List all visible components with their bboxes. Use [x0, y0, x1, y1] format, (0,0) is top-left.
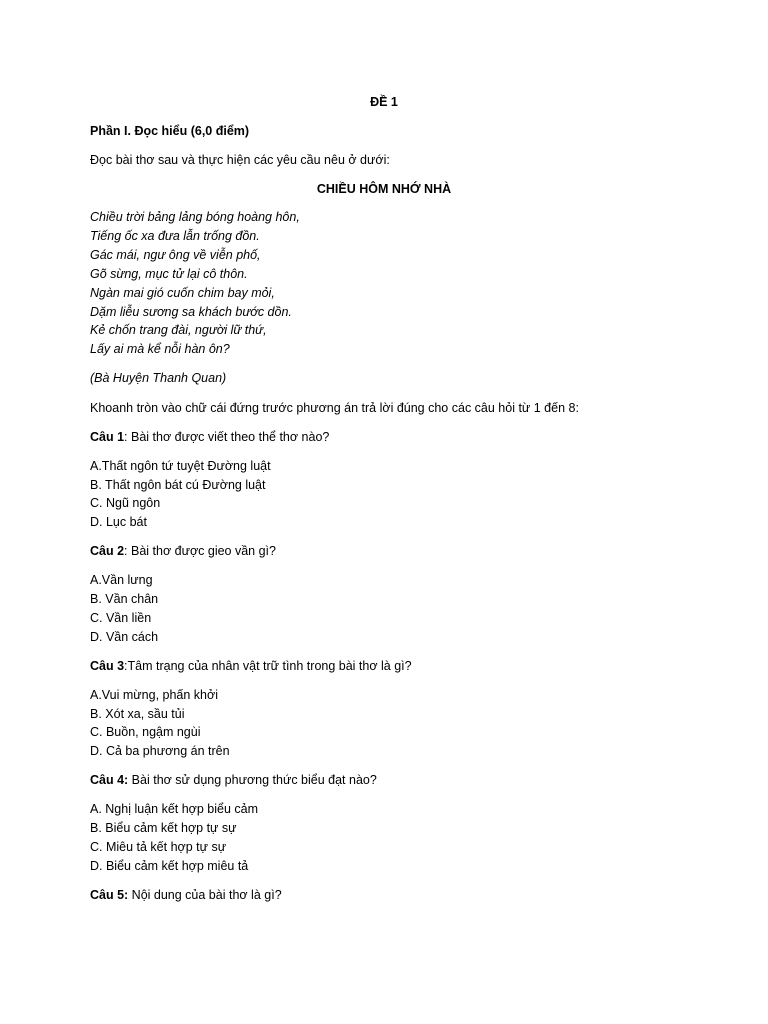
answer-option: C. Vần liền: [90, 611, 152, 625]
poem-line: Gõ sừng, mục tử lại cô thôn.: [90, 267, 248, 281]
answer-option: C. Miêu tả kết hợp tự sự: [90, 840, 227, 854]
question: [90, 659, 412, 673]
question-text: : Bài thơ được viết theo thể thơ nào?: [124, 430, 330, 444]
poem-line: Gác mái, ngư ông về viễn phố,: [90, 248, 261, 262]
question-text: : Bài thơ được gieo vần gì?: [124, 544, 276, 558]
question-label: Câu 2: [90, 544, 125, 558]
poem-line: Tiếng ốc xa đưa lẫn trống đồn.: [90, 229, 260, 243]
answer-option: D. Cả ba phương án trên: [90, 744, 230, 758]
question-label: Câu 1: [90, 430, 125, 444]
answer-option: B. Thất ngôn bát cú Đường luật: [90, 478, 266, 492]
answer-option: B. Vần chân: [90, 592, 159, 606]
answer-option: B. Biểu cảm kết hợp tự sự: [90, 821, 237, 835]
question: [90, 888, 282, 902]
poem-line: Ngàn mai gió cuốn chim bay mỏi,: [90, 286, 275, 300]
question-label: Câu 4:: [90, 773, 129, 787]
question-label: Câu 3: [90, 659, 125, 673]
answer-option: A.Vần lưng: [90, 573, 153, 587]
answer-option: B. Xót xa, sầu tủi: [90, 707, 185, 721]
question-text: :Tâm trạng của nhân vật trữ tình trong bài thơ là gì?: [124, 659, 412, 673]
question-label: Câu 5:: [90, 888, 129, 902]
poem-title: CHIỀU HÔM NHỚ NHÀ: [316, 182, 452, 196]
answer-option: C. Buồn, ngậm ngùi: [90, 725, 201, 739]
question: [90, 544, 276, 558]
poem-line: Chiều trời bảng lảng bóng hoàng hôn,: [90, 210, 300, 224]
answer-option: D. Vần cách: [90, 630, 159, 644]
question-text: Bài thơ sử dụng phương thức biểu đạt nào?: [128, 773, 377, 787]
poem-line: Kẻ chốn trang đài, người lữ thứ,: [90, 323, 267, 337]
poem-line: Dặm liễu sương sa khách bước dồn.: [90, 305, 292, 319]
answer-option: C. Ngũ ngôn: [90, 496, 161, 510]
poem-line: Lấy ai mà kể nỗi hàn ôn?: [90, 342, 230, 356]
answer-option: D. Biểu cảm kết hợp miêu tả: [90, 859, 249, 873]
answer-option: A. Nghị luận kết hợp biểu cảm: [90, 802, 259, 816]
exam-heading: ĐỀ 1: [370, 95, 398, 109]
part-heading: Phần I. Đọc hiểu (6,0 điểm): [90, 124, 250, 138]
task-instruction: Khoanh tròn vào chữ cái đứng trước phương án trả lời đúng cho các câu hỏi từ 1 đến 8:: [90, 401, 579, 415]
question-text: Nội dung của bài thơ là gì?: [128, 888, 282, 902]
poem-author: (Bà Huyện Thanh Quan): [90, 371, 227, 385]
question: [90, 430, 329, 444]
answer-option: A.Vui mừng, phấn khởi: [90, 688, 218, 702]
answer-option: D. Lục bát: [90, 515, 147, 529]
question: [90, 773, 377, 787]
instruction-text: Đọc bài thơ sau và thực hiện các yêu cầu nêu ở dưới:: [90, 153, 390, 167]
answer-option: A.Thất ngôn tứ tuyệt Đường luật: [90, 459, 271, 473]
